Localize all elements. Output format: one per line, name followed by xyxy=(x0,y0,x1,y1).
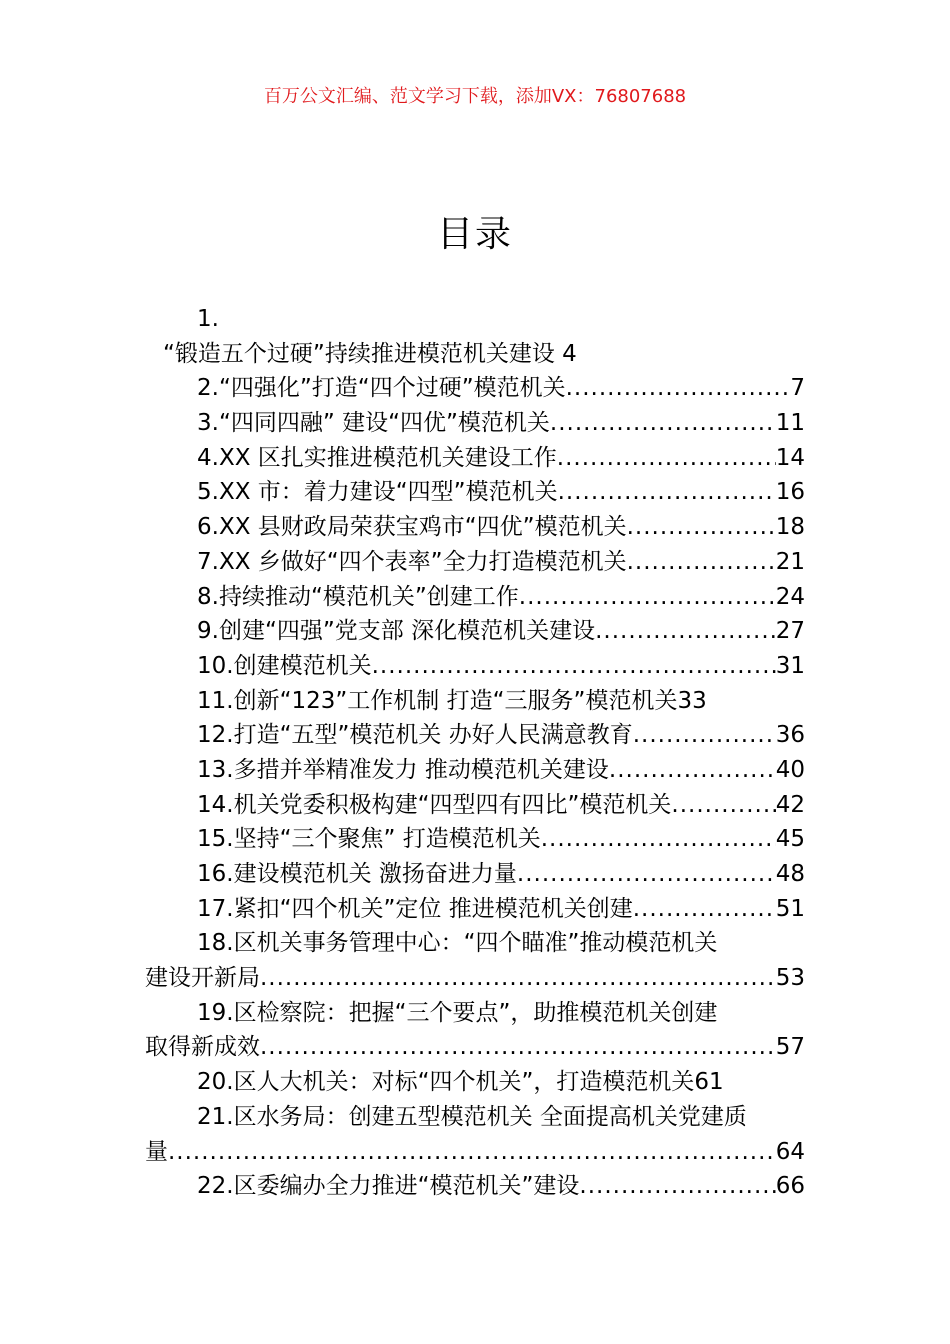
toc-entry-page: 64 xyxy=(775,1138,805,1165)
toc-entry-11[interactable] xyxy=(145,684,805,719)
toc-leader-dots xyxy=(541,822,776,857)
toc-leader-dots xyxy=(627,545,776,580)
toc-entry-page: 11 xyxy=(775,410,805,437)
toc-entry-page: 27 xyxy=(775,618,805,645)
toc-leader-dots xyxy=(566,371,791,406)
toc-entry-title: 7.XX 乡做好“四个表率”全力打造模范机关 xyxy=(197,548,627,575)
toc-entry-2[interactable] xyxy=(145,371,805,406)
toc-entry-3[interactable] xyxy=(145,406,805,441)
toc-entry-21-line-1[interactable] xyxy=(145,1100,805,1135)
toc-entry-title: “锻造五个过硬”持续推进模范机关建设 4 xyxy=(163,340,577,367)
table-of-contents xyxy=(145,302,805,1204)
toc-entry-title-continued: 量 xyxy=(145,1138,168,1165)
toc-entry-page: 42 xyxy=(775,791,805,818)
toc-leader-dots xyxy=(595,614,776,649)
toc-entry-7[interactable] xyxy=(145,545,805,580)
toc-entry-10[interactable] xyxy=(145,649,805,684)
toc-entry-number: 1. xyxy=(197,306,219,332)
toc-entry-page: 53 xyxy=(775,965,805,992)
toc-entry-title: 9.创建“四强”党支部 深化模范机关建设 xyxy=(197,618,596,645)
toc-leader-dots xyxy=(627,510,776,545)
toc-entry-title: 3.“四同四融” 建设“四优”模范机关 xyxy=(197,410,550,437)
toc-entry-title: 5.XX 市：着力建设“四型”模范机关 xyxy=(197,479,558,506)
toc-entry-page: 14 xyxy=(775,444,805,471)
toc-entry-page: 57 xyxy=(775,1034,805,1061)
toc-entry-9[interactable] xyxy=(145,614,805,649)
toc-entry-title: 10.创建模范机关 xyxy=(197,652,372,679)
toc-leader-dots xyxy=(557,441,776,476)
toc-entry-title: 15.坚持“三个聚焦” 打造模范机关 xyxy=(197,826,541,853)
toc-entry-18-line-2[interactable] xyxy=(145,961,805,996)
toc-entry-page: 21 xyxy=(775,548,805,575)
toc-entry-title: 4.XX 区扎实推进模范机关建设工作 xyxy=(197,444,557,471)
toc-entry-title: 17.紧扣“四个机关”定位 推进模范机关创建 xyxy=(197,895,633,922)
toc-leader-dots xyxy=(633,718,776,753)
toc-entry-5[interactable] xyxy=(145,475,805,510)
toc-entry-page: 24 xyxy=(775,583,805,610)
toc-entry-title: 18.区机关事务管理中心：“四个瞄准”推动模范机关 xyxy=(197,930,718,957)
toc-entry-title: 16.建设模范机关 激扬奋进力量 xyxy=(197,861,517,887)
toc-entry-17[interactable] xyxy=(145,892,805,927)
toc-entry-4[interactable] xyxy=(145,441,805,476)
toc-entry-title: 21.区水务局：创建五型模范机关 全面提高机关党建质 xyxy=(197,1103,747,1130)
toc-leader-dots xyxy=(517,857,776,892)
toc-leader-dots xyxy=(260,961,776,996)
toc-entry-title-continued: 取得新成效 xyxy=(145,1034,260,1061)
toc-entry-22[interactable] xyxy=(145,1169,805,1204)
page-title: 目录 xyxy=(436,214,513,255)
toc-entry-21-line-2[interactable] xyxy=(145,1135,805,1170)
toc-entry-title: 8.持续推动“模范机关”创建工作 xyxy=(197,583,519,610)
toc-leader-dots xyxy=(609,753,776,788)
toc-entry-page: 36 xyxy=(775,722,805,749)
watermark-header: 百万公文汇编、范文学习下载，添加VX：76807688 xyxy=(263,86,687,107)
toc-leader-dots xyxy=(519,580,776,615)
toc-entry-page: 7 xyxy=(790,375,805,402)
toc-entry-19-line-1[interactable] xyxy=(145,996,805,1031)
toc-entry-page: 16 xyxy=(775,479,805,506)
toc-entry-title: 20.区人大机关：对标“四个机关”，打造模范机关61 xyxy=(197,1069,724,1096)
toc-entry-title: 19.区检察院：把握“三个要点”，助推模范机关创建 xyxy=(197,999,718,1026)
toc-leader-dots xyxy=(633,892,776,927)
toc-entry-19-line-2[interactable] xyxy=(145,1030,805,1065)
toc-entry-1[interactable] xyxy=(145,337,805,372)
toc-entry-14[interactable] xyxy=(145,788,805,823)
toc-entry-page: 31 xyxy=(775,652,805,679)
toc-entry-title: 14.机关党委积极构建“四型四有四比”模范机关 xyxy=(197,791,672,818)
toc-leader-dots xyxy=(671,788,775,823)
toc-entry-1-number-line[interactable] xyxy=(145,302,805,337)
toc-leader-dots xyxy=(558,475,776,510)
toc-entry-6[interactable] xyxy=(145,510,805,545)
toc-entry-title: 11.创新“123”工作机制 打造“三服务”模范机关33 xyxy=(197,687,707,714)
toc-leader-dots xyxy=(550,406,776,441)
toc-entry-title-continued: 建设开新局 xyxy=(145,965,260,992)
toc-leader-dots xyxy=(168,1135,776,1170)
toc-entry-title: 13.多措并举精准发力 推动模范机关建设 xyxy=(197,756,609,783)
toc-entry-20[interactable] xyxy=(145,1065,805,1100)
toc-entry-page: 66 xyxy=(775,1173,805,1200)
toc-entry-page: 18 xyxy=(775,514,805,541)
toc-entry-page: 40 xyxy=(775,756,805,783)
toc-entry-18-line-1[interactable] xyxy=(145,926,805,961)
toc-entry-page: 51 xyxy=(775,895,805,922)
toc-leader-dots xyxy=(372,649,776,684)
toc-entry-8[interactable] xyxy=(145,580,805,615)
toc-entry-page: 45 xyxy=(775,826,805,853)
toc-leader-dots xyxy=(579,1169,775,1204)
toc-entry-title: 2.“四强化”打造“四个过硬”模范机关 xyxy=(197,375,566,402)
toc-entry-13[interactable] xyxy=(145,753,805,788)
toc-entry-page: 48 xyxy=(775,861,805,887)
toc-entry-title: 12.打造“五型”模范机关 办好人民满意教育 xyxy=(197,722,633,749)
toc-leader-dots xyxy=(260,1030,776,1065)
toc-entry-12[interactable] xyxy=(145,718,805,753)
toc-entry-16[interactable] xyxy=(145,857,805,892)
toc-entry-title: 22.区委编办全力推进“模范机关”建设 xyxy=(197,1173,580,1200)
toc-entry-15[interactable] xyxy=(145,822,805,857)
toc-entry-title: 6.XX 县财政局荣获宝鸡市“四优”模范机关 xyxy=(197,514,627,541)
